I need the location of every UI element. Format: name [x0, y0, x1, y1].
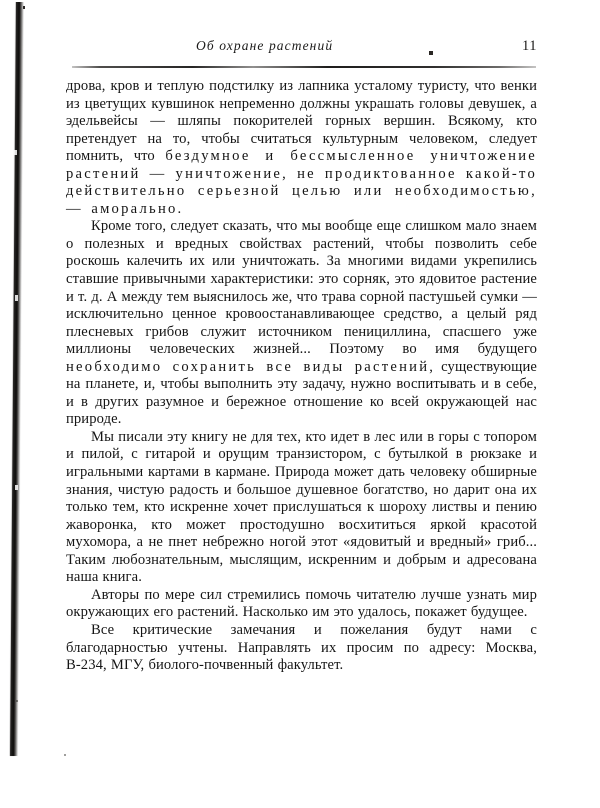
body-text [66, 78, 537, 675]
paragraph [66, 218, 537, 429]
gutter-nick [14, 150, 17, 155]
gutter-nick [15, 295, 18, 301]
paragraph [66, 78, 537, 218]
emphasis-letterspaced: — аморально. [66, 200, 184, 217]
header-rule [72, 66, 536, 68]
running-head-title: Об охране растений [196, 38, 334, 53]
emphasis-letterspaced: бездумное и бессмысленное уничтожение растений — уничтожение, не продиктованное какой-то действительно серьезной целью или необходимостью, [66, 148, 537, 200]
scan-speck [23, 6, 25, 9]
text-run: Все критические замечания и пожелания будут нами с благодарностью учтены. Направлять их просим по адресу: Москва, В-234, МГУ, биолого-почвенный факультет. [66, 621, 537, 674]
text-run: Авторы по мере сил стремились помочь читателю лучше узнать мир окружающих его растений. Насколько им это удалось, покажет будущее. [66, 586, 537, 621]
gutter-nick [15, 485, 18, 490]
text-run: Кроме того, следует сказать, что мы вообще еще слишком мало знаем о полезных и вредных свойствах растений, чтобы позволить себе роскошь калечить их или уничтожать. За многими видами укрепились ставшие привычными характеристики: это сорняк, это ядовитое растение и т. д. А между тем выяснилось же, что трава сорной пастушьей сумки — исключительно ценное кровоостанавливающее средство, а целый ряд плесневых грибов служит источником пенициллина, спасшего уже миллионы человеческих жизней... Поэтому во имя будущего [66, 218, 537, 358]
binding-gutter-shadow [9, 2, 24, 756]
paragraph [66, 622, 537, 675]
scan-speck [16, 700, 18, 702]
paragraph [66, 429, 537, 587]
paragraph [66, 587, 537, 622]
emphasis-letterspaced: необходимо сохранить все виды растений, [66, 358, 436, 375]
text-run: существующие на планете, и, чтобы выполнить эту задачу, нужно воспитывать и в себе, и в других разумное и бережное отношение ко всей окружающей нас природе. [66, 358, 537, 428]
page-number: 11 [522, 38, 537, 54]
text-run: Мы писали эту книгу не для тех, кто идет в лес или в горы с топором и пилой, с гитарой и орущим транзистором, с бутылкой в рюкзаке и игральными картами в кармане. Природа может дать человеку обширные знания, чистую радость и большое душевное богатство, но дарит она их только тем, кто искренне хочет прислушаться к шороху листвы и пению жаворонка, кто может простодушно восхититься яркой красотой мухомора, а не пнет небрежно ногой этот «ядовитый и вредный» гриб... Таким любознательным, мыслящим, искренним и добрым и адресована наша книга. [66, 428, 537, 586]
running-head [66, 38, 537, 58]
scan-speck [64, 754, 66, 756]
text-run: дрова, кров и теплую подстилку из лапника усталому туристу, что венки из цветущих кувшинок непременно должны украшать головы девушек, а эдельвейсы — шляпы покорителей горных вершин. Всякому, кто претендует на то, чтобы считаться культурным человеком, следует помнить, что [66, 78, 537, 165]
